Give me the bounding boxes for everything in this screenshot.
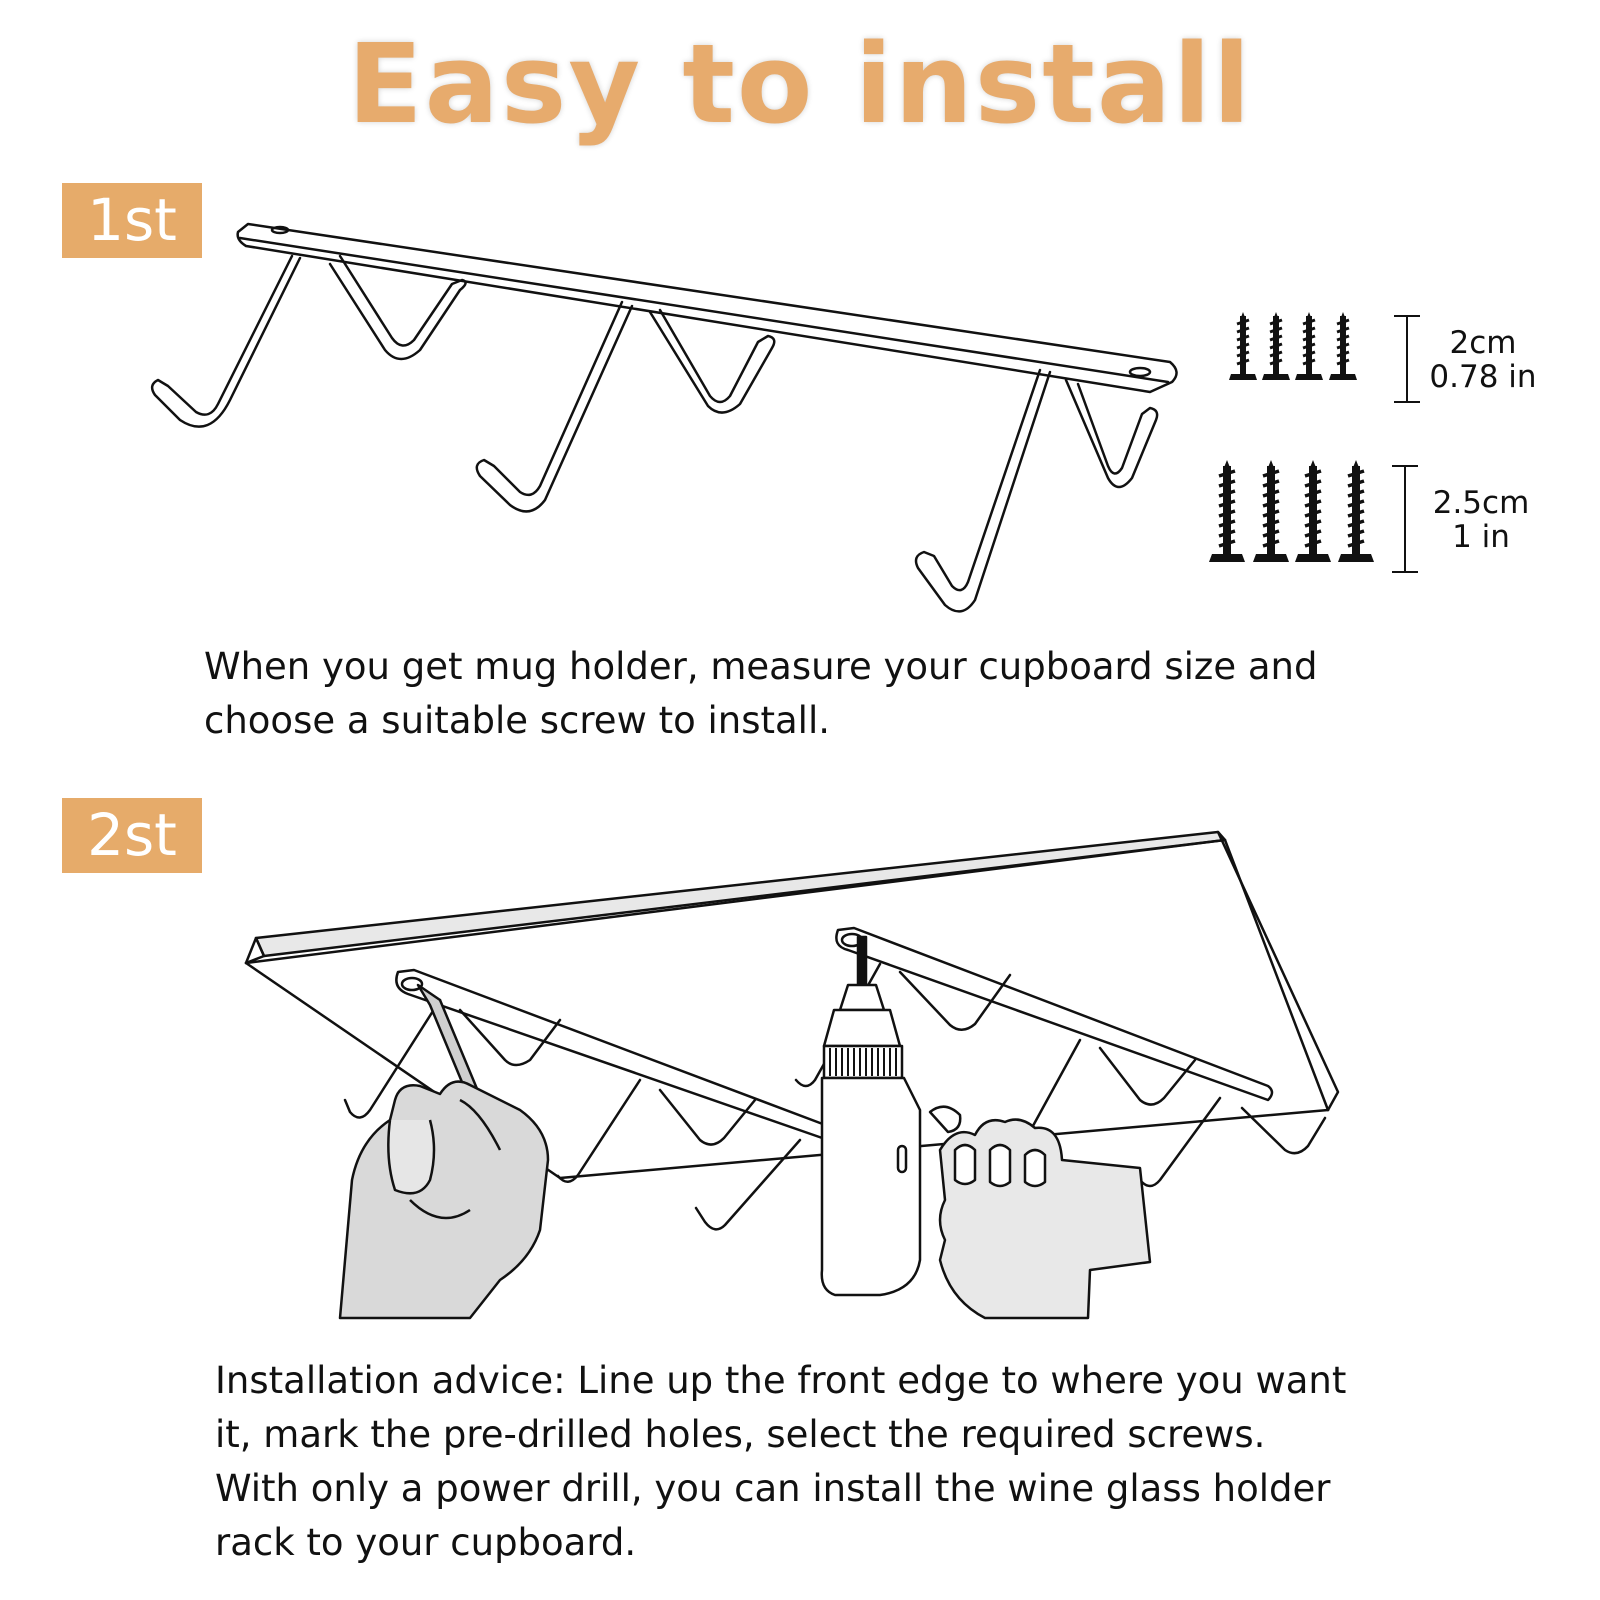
short-screw-label (1418, 326, 1548, 394)
step-2-badge: 2st (62, 798, 202, 873)
step-1-description (204, 640, 1404, 748)
short-screw-imperial: 0.78 in (1429, 359, 1537, 395)
step-1-badge: 1st (62, 183, 202, 258)
step-2-line: rack to your cupboard. (215, 1521, 637, 1564)
step-2-description (215, 1354, 1415, 1570)
pencil-hand-icon (340, 985, 548, 1318)
step-2-line: With only a power drill, you can install the wine glass holder (215, 1467, 1331, 1510)
short-screw-metric: 2cm (1449, 325, 1517, 361)
step-2-line: it, mark the pre-drilled holes, select the required screws. (215, 1413, 1266, 1456)
step-1-line: choose a suitable screw to install. (204, 699, 831, 742)
long-screw-metric: 2.5cm (1432, 485, 1530, 521)
long-screw-imperial: 1 in (1452, 519, 1510, 555)
step-2-line: Installation advice: Line up the front edge to where you want (215, 1359, 1347, 1402)
step-1-line: When you get mug holder, measure your cupboard size and (204, 645, 1318, 688)
long-screw-label (1416, 486, 1546, 554)
page-title: Easy to install (347, 20, 1253, 148)
screw-icon (1229, 312, 1357, 380)
